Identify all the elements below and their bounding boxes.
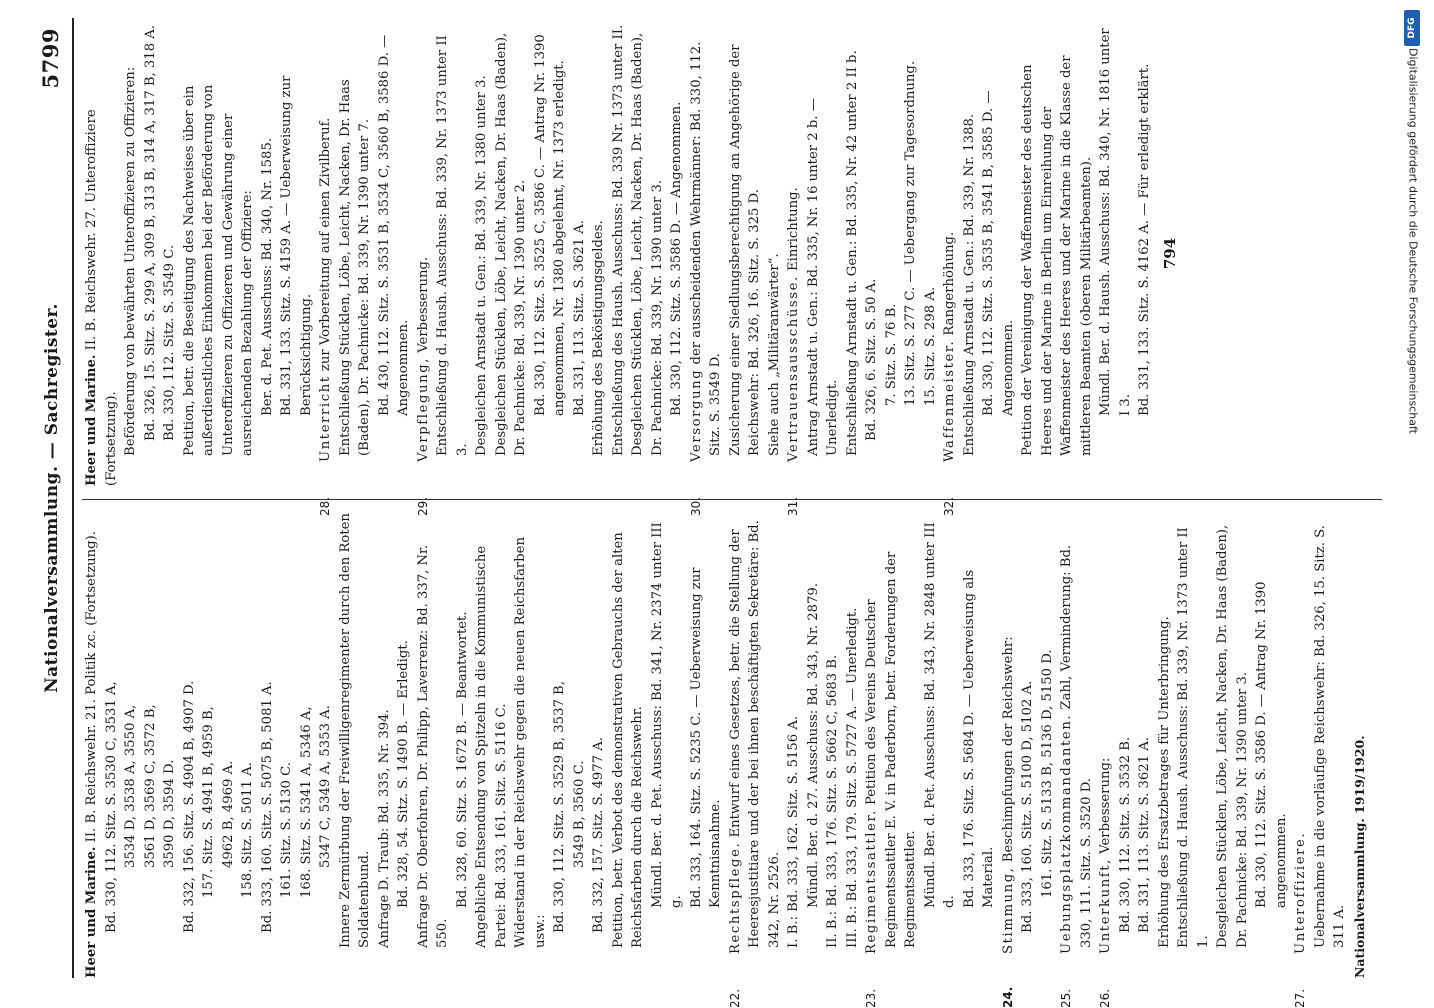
topic-number: 27. (1293, 988, 1307, 1008)
reference-line: Bd. 330, 112. Sitz. S. 3530 C, 3531 A, (103, 681, 119, 933)
index-subentry: I. B.: Bd. 333, 162. Sitz. S. 5156 A. (786, 715, 801, 948)
topic-term: Waffenmeister. (942, 339, 957, 462)
index-topic (1096, 513, 1116, 1008)
column-heading (82, 513, 102, 978)
sheet-number: 794 (1160, 237, 1179, 270)
topic-term: Vertrauensausschüsse. (786, 275, 801, 462)
index-subentry: Desgleichen Stücklen, Löbe, Leicht, Nacken, Dr. Haas (Baden), Dr. Pachnicke: Bd. 339, Nr. 1390 unter 2. (493, 32, 528, 456)
topic-term: Unterricht (318, 375, 333, 462)
index-subentry: Entschließung Arnstadt u. Gen.: Bd. 339, Nr. 1388. (961, 113, 977, 456)
index-subentry: Innere Zermürbung der Freiwilligenregimenter durch den Roten Soldatenbund. (337, 513, 372, 948)
reference-line: Bd. 332, 157. Sitz. S. 4977 A. (591, 737, 606, 933)
reference-line: Bd. 330, 112. Sitz. S. 3532 B. (1117, 736, 1133, 933)
index-subentry: Entschließung d. Haush. Ausschuss: Bd. 339, Nr. 1373 unter II 3. (435, 35, 470, 456)
topic-description: Rangerhöhung. (942, 231, 957, 336)
index-subentry: Mündl. Ber. d. Pet. Ausschuss: Bd. 341, Nr. 2374 unter III g. (649, 522, 684, 908)
reference-line: 13. Sitz. S. 277 C. — Uebergang zur Tagesordnung. (903, 60, 918, 406)
index-subentry: II. B.: Bd. 333, 176. Sitz. S. 5662 C, 5683 B. (825, 654, 840, 948)
topic-description: der ausscheidenden Wehrmänner: Bd. 330, 112. Sitz. S. 3549 D. (688, 41, 723, 456)
index-subentry: Desgleichen Stücklen, Löbe, Leicht, Nacken, Dr. Haas (Baden), Dr. Pachnicke: Bd. 339, Nr. 1390 unter 3. (630, 32, 665, 456)
topic-term: Versorgung (688, 368, 704, 462)
index-subentry: Entschließung Arnstadt u. Gen.: Bd. 335, Nr. 42 unter 2 II b. (844, 50, 860, 456)
index-subentry: Petition, betr. Verbot des demonstrativen Gebrauchs der alten Reichsfarben durch die Reichswehr. (610, 532, 645, 948)
column-divider (82, 499, 1382, 500)
reference-line: Bd. 331, 113. Sitz. S. 3621 A. (1137, 737, 1152, 933)
volume-footer: Nationalversammlung. 1919/1920. (1351, 735, 1367, 978)
reference-line: Bd. 333, 160. Sitz. S. 5075 B, 5081 A. (259, 681, 275, 933)
topic-description: Beschimpfungen der Reichswehr: (1000, 636, 1016, 863)
topic-term: Verpflegung, (415, 356, 431, 462)
index-subentry: Angebliche Entsendung von Spitzeln in die Kommunistische Partei: Bd. 333, 161. Sitz. S. 5116 C. (474, 545, 509, 948)
index-subentry: Bd. 328, 60. Sitz. S. 1672 B. — Beantwortet. (454, 611, 470, 908)
topic-number: 28. (318, 496, 332, 516)
index-subentry: III. B.: Bd. 333, 179. Sitz. S. 5727 A. — Unerledigt. (844, 607, 860, 948)
index-subentry: Siehe auch „Militäranwärter“. (766, 253, 782, 456)
index-topic (726, 513, 785, 1008)
index-subentry: Erhöhung des Beköstigungsgeldes. (591, 220, 606, 456)
index-subentry: Anfrage D. Traub: Bd. 335, Nr. 394. (376, 709, 392, 948)
index-subentry: Anfrage Dr. Oberfohren, Dr. Philipp, Laverrenz: Bd. 337, Nr. 550. (415, 544, 450, 948)
reference-line: Bd. 332, 156. Sitz. S. 4904 B, 4907 D. (181, 680, 197, 933)
topic-term: Unteroffiziere. (1293, 831, 1308, 954)
left-column (82, 513, 1382, 1008)
index-subentry: Mündl. Ber. d. 27. Ausschuss: Bd. 343, Nr. 2879. (805, 583, 821, 908)
index-subentry: Bd. 330, 112. Sitz. S. 3525 C, 3586 C. — Antrag Nr. 1390 angenommen, Nr. 1380 abgelehnt, Nr. 1373 erledigt. (532, 34, 567, 416)
topic-term: Stimmung, (1000, 866, 1016, 954)
index-topic (316, 21, 336, 516)
running-header (38, 18, 68, 978)
index-subentry: 3590 D, 3594 D. (162, 759, 177, 868)
header-rule (72, 18, 74, 978)
index-subentry: Bd. 331, 133. Sitz. S. 4162 A. — Für erledigt erklärt. (1137, 63, 1152, 416)
reference-line: Bd. 330, 112. Sitz. S. 3529 B, 3537 B, (552, 681, 567, 933)
reference-line: 158. Sitz. S. 5011 A. (240, 762, 255, 898)
index-subentry: Bd. 333, 164. Sitz. S. 5235 C. — Ueberweisung zur Kenntnisnahme. (688, 567, 723, 908)
index-subentry: Zusicherung einer Siedlungsberechtigung an Angehörige der Reichswehr: Bd. 326, 16. Sitz. S. 325 D. (727, 44, 762, 456)
index-subentry: Entschließung d. Haush. Ausschuss: Bd. 339, Nr. 1373 unter II 1. (1176, 527, 1211, 948)
index-topic (999, 513, 1019, 1008)
index-subentry: Bd. 330, 112. Sitz. S. 3535 B, 3541 B, 3585 D. — Angenommen. (981, 90, 1016, 416)
topic-description: Verbesserung. (415, 256, 431, 353)
topic-number: 30. (688, 496, 703, 516)
index-topic (1291, 513, 1311, 1008)
topic-number: 22. (727, 988, 742, 1008)
dfg-logo (1404, 10, 1420, 46)
index-subentry: Petition, betr. die Beseitigung des Nachweises über ein außerdienstliches Einkommen bei der Beförderung von Unteroffizieren zu Offizieren und Gewährung einer ausreichenden Bezahlung der Offiziere: (181, 84, 255, 456)
index-subentry: Bd. 330, 112. Sitz. S. 3586 D. — Antrag Nr. 1390 angenommen. (1254, 581, 1289, 908)
index-subentry: Uebernahme in die vorläufige Reichswehr: Bd. 326, 15. Sitz. S. 311 A. (1312, 525, 1347, 948)
topic-number: 32. (942, 496, 956, 516)
index-subentry: 5347 C, 5349 A, 5353 A. (318, 705, 333, 868)
reference-line: Bd. 333, 160. Sitz. S. 5100 D, 5102 A. (1020, 680, 1035, 933)
index-topic (862, 513, 921, 1008)
heading-subtitle: II. B. Reichswehr. 27. Unteroffiziere (Fortsetzung). (84, 109, 119, 486)
index-topic (1057, 513, 1096, 1008)
topic-description: Petition des Vereins Deutscher Regimentssattler E. V. in Paderborn, betr. Forderungen der Regimentssattler. (864, 551, 918, 948)
index-subentry: Desgleichen Stücklen, Löbe, Leicht, Nacken, Dr. Haas (Baden), Dr. Pachnicke: Bd. 339, Nr. 1390 unter 3. (1215, 524, 1250, 948)
topic-description: Zahl, Verminderung: Bd. 330, 111. Sitz. S. 3520 D. (1059, 544, 1094, 948)
index-subentry: Entschließung des Haush. Ausschuss: Bd. 339 Nr. 1373 unter II. (610, 24, 626, 456)
digitization-credit: Digitalisierung gefördert durch die Deutsche Forschungsgemeinschaft (1406, 48, 1420, 434)
topic-number: 31. (786, 496, 800, 516)
index-subentry: 4962 B, 4969 A. (220, 760, 236, 868)
column-heading (82, 21, 121, 486)
heading-subtitle: II. B. Reichswehr. 21. Politik zc. (Fortsetzung). (84, 531, 99, 843)
topic-term: Rechtspflege. (727, 841, 743, 954)
index-topic (687, 21, 726, 516)
index-subentry: Antrag Arnstadt u. Gen.: Bd. 335, Nr. 16 unter 2 b. — Unerledigt. (805, 98, 840, 456)
index-subentry: Beförderung von bewährten Unteroffizieren zu Offizieren: (123, 66, 138, 456)
topic-term: Uebungsplatzkommandanten. (1059, 713, 1074, 954)
reference-line: Bd. 330, 112. Sitz. S. 3549 C. (162, 244, 177, 441)
index-subentry: Bd. 430, 112. Sitz. S. 3531 B, 3534 C, 3560 B, 3586 D. — Angenommen. (376, 34, 411, 416)
index-subentry: Bd. 330, 112. Sitz. S. 3586 D. — Angenommen. (669, 101, 684, 416)
index-subentry: Bd. 328, 54. Sitz. S. 1490 B. — Erledigt. (396, 640, 411, 908)
topic-number: 23. (864, 988, 878, 1008)
reference-line: 7. Sitz. S. 76 B. (883, 303, 899, 406)
topic-description: zur Vorbereitung auf einen Zivilberuf. (318, 117, 333, 372)
index-subentry: 3534 D, 3538 A, 3550 A, (123, 704, 138, 868)
header-title: Nationalversammlung. — Sachregister. (42, 303, 62, 693)
header-page-number: 5799 (38, 28, 63, 89)
topic-number: 24. (1000, 986, 1015, 1008)
topic-number: 25. (1059, 988, 1073, 1008)
index-topic (784, 21, 804, 516)
index-subentry: Bd. 331, 133. Sitz. S. 4159 A. — Ueberweisung zur Berücksichtigung. (279, 75, 314, 416)
reference-line: 161. Sitz. S. 5130 C. (279, 762, 294, 898)
index-subentry: Entschließung Stücklen, Löbe, Leicht, Nacken, Dr. Haas (Baden), Dr. Pachnicke: Bd. 339, Nr. 1390 unter 7. (337, 79, 372, 456)
index-subentry: 3549 B, 3560 C. (571, 760, 587, 868)
index-subentry: Widerstand in der Reichswehr gegen die neuen Reichsfarben usw.: (513, 537, 548, 948)
topic-number: 29. (415, 496, 430, 516)
index-topic (940, 21, 960, 516)
index-subentry: Erhöhung des Ersatzbetrages für Unterbringung. (1156, 616, 1172, 948)
topic-number: 26. (1098, 988, 1112, 1008)
index-subentry: Ber. d. Pet. Ausschuss: Bd. 340, Nr. 1585. (259, 137, 275, 416)
right-column (82, 21, 1382, 516)
topic-term: Unterkunft, (1098, 858, 1113, 954)
reference-line: 15. Sitz. S. 298 A. (922, 286, 938, 406)
topic-term: Regimentssattler. (864, 809, 879, 954)
index-subentry: Mündl. Ber. d. Haush. Ausschuss: Bd. 340, Nr. 1816 unter I 3. (1098, 28, 1133, 416)
dfg-logo-text: DFG (1407, 17, 1417, 39)
topic-description: Verbesserung: (1098, 757, 1113, 854)
index-columns (82, 18, 1382, 1008)
reference-line: 168. Sitz. S. 5341 A, 5346 A, (298, 706, 314, 898)
section-title: Heer und Marine. (84, 846, 99, 978)
section-title: Heer und Marine. (84, 354, 99, 486)
topic-description: Entwurf eines Gesetzes, betr. die Stellung der Heeresjustitiare und der bei ihnen beschäftigten Sekretäre: Bd. 342, Nr. 2526. (727, 520, 782, 948)
index-subentry: Bd. 333, 176. Sitz. S. 5684 D. — Ueberweisung als Material. (961, 569, 996, 908)
index-subentry: Desgleichen Arnstadt u. Gen.: Bd. 339, Nr. 1380 unter 3. (474, 75, 489, 456)
reference-line: Bd. 326, 15. Sitz. S. 299 A, 309 B, 313 B, 314 A, 317 B, 318 A. (142, 25, 158, 441)
index-topic (414, 21, 434, 516)
digitization-sidebar (1398, 6, 1428, 996)
reference-line: Bd. 326, 6. Sitz. S. 50 A. (864, 278, 879, 441)
index-subentry: Mündl. Ber. d. Pet. Ausschuss: Bd. 343, Nr. 2848 unter III d. (922, 522, 957, 908)
topic-description: Einrichtung. (786, 187, 801, 271)
rotated-index-page (38, 18, 1383, 1008)
index-subentry: Petition der Vereinigung der Waffenmeister des deutschen Heeres und der Marine in Berlin um Einreihung der Waffenmeister des Heeres und der Marine in die Klasse der mittleren Beamten (oberen Militärbeamten). (1020, 55, 1094, 456)
reference-line: 157. Sitz. S. 4941 B, 4959 B, (201, 706, 216, 898)
index-subentry: Bd. 331, 113. Sitz. S. 3621 A. (571, 220, 587, 416)
reference-line: 161. Sitz. S. 5133 B, 5136 D, 5150 D. (1039, 649, 1055, 898)
index-subentry: 3561 D, 3569 C, 3572 B, (142, 704, 158, 868)
